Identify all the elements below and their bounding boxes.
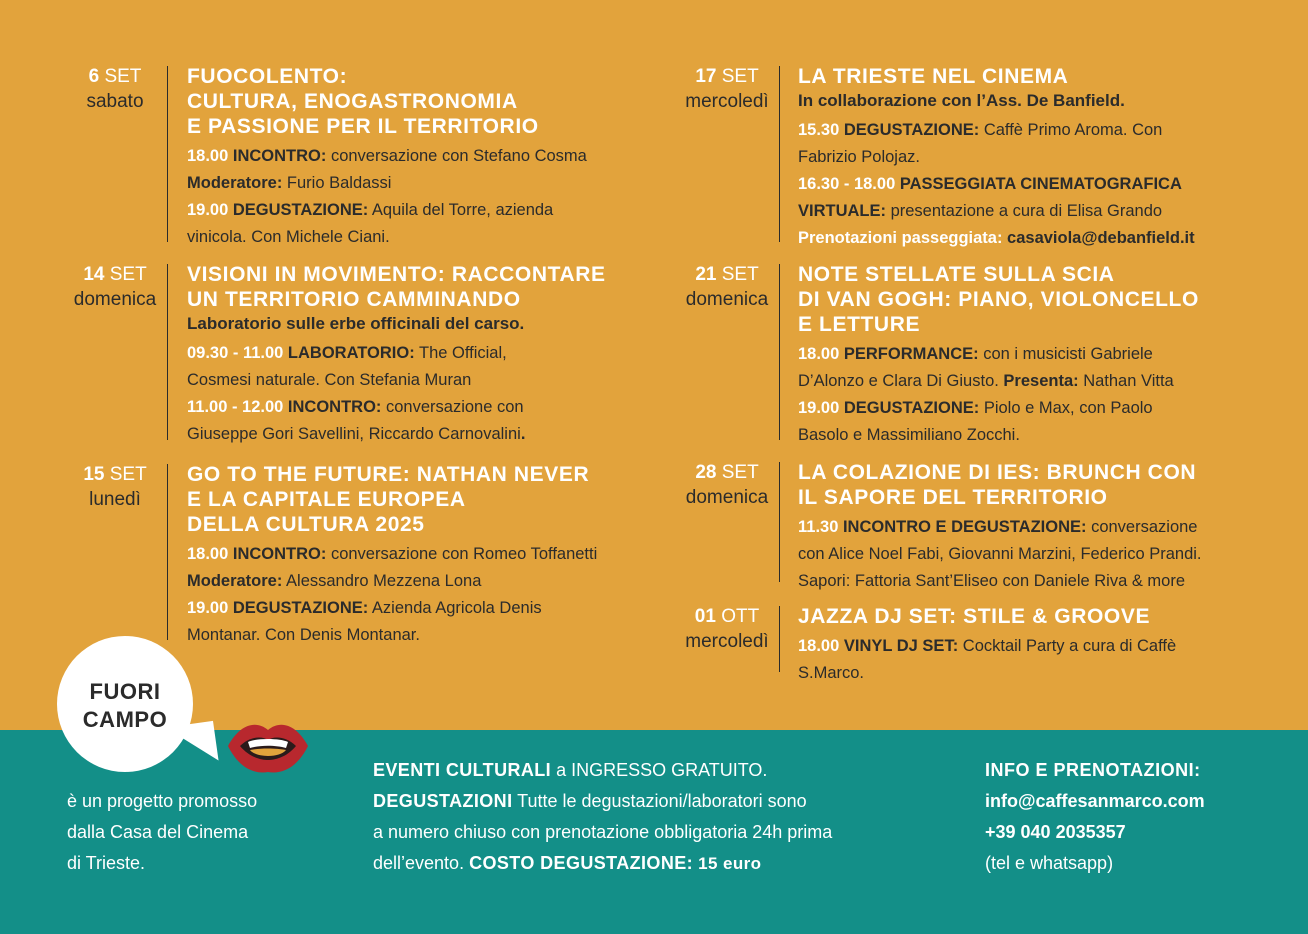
tastings-label: DEGUSTAZIONI (373, 791, 513, 811)
promo-line: è un progetto promosso (67, 791, 258, 811)
event-text: Fabrizio Polojaz. (798, 148, 920, 166)
event-label: INCONTRO: (287, 398, 382, 416)
event-info-line (187, 367, 657, 394)
date-weekday: lunedì (89, 489, 141, 510)
event-info-line (187, 622, 657, 649)
events-label: EVENTI CULTURALI (373, 760, 552, 780)
event-date (60, 262, 170, 312)
date-weekday: domenica (73, 289, 157, 310)
date-weekday: mercoledì (685, 631, 769, 652)
event-text: Montanar. Con Denis Montanar. (187, 626, 420, 644)
event-time: 18.00 (798, 637, 844, 655)
event-title-line: LA TRIESTE NEL CINEMA (798, 65, 1069, 88)
event-title-line: FUOCOLENTO: (187, 65, 348, 88)
event-date (672, 460, 782, 510)
event-text: S.Marco. (798, 664, 865, 682)
promo-text (67, 786, 257, 879)
date-divider (779, 66, 780, 242)
event-info-line (187, 224, 657, 251)
event-title-line: UN TERRITORIO CAMMINANDO (187, 288, 521, 311)
event-details (187, 262, 657, 448)
event-label: Moderatore: (187, 174, 283, 192)
event-text: presentazione a cura di Elisa Grando (886, 202, 1163, 220)
event-title-line: E LA CAPITALE EUROPEA (187, 488, 466, 511)
date-divider (167, 464, 168, 640)
event-label: VIRTUALE: (798, 202, 886, 220)
promo-line: di Trieste. (67, 853, 146, 873)
event-info-line (187, 421, 657, 448)
event-title-line: JAZZA DJ SET: STILE & GROOVE (798, 605, 1151, 628)
event-title-line: E PASSIONE PER IL TERRITORIO (187, 115, 539, 138)
event-time: 19.00 (798, 399, 844, 417)
event-date (672, 64, 782, 114)
event-details (798, 604, 1263, 687)
event-info-line (187, 568, 657, 595)
event-time: 18.00 (187, 147, 233, 165)
event-info-line (798, 171, 1263, 198)
contact-heading: INFO E PRENOTAZIONI: (985, 760, 1201, 780)
event-title-line: DELLA CULTURA 2025 (187, 513, 425, 536)
date-weekday: domenica (685, 487, 769, 508)
event-text: con Alice Noel Fabi, Giovanni Marzini, Federico Prandi. (798, 545, 1202, 563)
event-text: conversazione con Romeo Toffanetti (326, 545, 598, 563)
event-text: The Official, (414, 344, 507, 362)
event-label: Presenta: (1003, 372, 1079, 390)
event-info-line (798, 117, 1263, 144)
event-info-line (798, 225, 1263, 252)
event-label: VINYL DJ SET: (843, 637, 959, 655)
event-label: DEGUSTAZIONE: (843, 399, 980, 417)
tastings-text: Tutte le degustazioni/laboratori sono (512, 791, 807, 811)
event-text: Nathan Vitta (1078, 372, 1174, 390)
event-time: 09.30 - 11.00 (187, 344, 288, 362)
event-text: D’Alonzo e Clara Di Giusto. (798, 372, 1004, 390)
event-info-line (798, 368, 1263, 395)
event-info-line (187, 340, 657, 367)
event-label: DEGUSTAZIONE: (843, 121, 980, 139)
event-text: conversazione con (381, 398, 524, 416)
event-text: Alessandro Mezzena Lona (282, 572, 482, 590)
cost-label: COSTO DEGUSTAZIONE: (469, 853, 694, 873)
event-details (798, 262, 1263, 449)
event-info-line (187, 394, 657, 421)
event-text: Furio Baldassi (282, 174, 392, 192)
contact-note: (tel e whatsapp) (985, 853, 1114, 873)
date-month: OTT (721, 606, 760, 627)
event-time: 19.00 (187, 599, 233, 617)
event-time: 18.00 (798, 345, 844, 363)
date-divider (779, 462, 780, 582)
event-label: INCONTRO: (232, 147, 327, 165)
event-info-line (798, 341, 1263, 368)
event-time: Prenotazioni passeggiata: (798, 229, 1008, 247)
event-text: conversazione con Stefano Cosma (326, 147, 587, 165)
event-time: 11.00 - 12.00 (187, 398, 288, 416)
date-month: SET (721, 66, 759, 87)
lips-icon (226, 718, 310, 774)
event-title-line: E LETTURE (798, 313, 921, 336)
event-text: Basolo e Massimiliano Zocchi. (798, 426, 1020, 444)
event-text: Aquila del Torre, azienda (368, 201, 554, 219)
event-text: vinicola. Con Michele Ciani. (187, 228, 390, 246)
event-info-line (187, 197, 657, 224)
event-label: PERFORMANCE: (843, 345, 979, 363)
date-day: 28 (695, 462, 717, 483)
event-time: 15.30 (798, 121, 844, 139)
event-text: Piolo e Max, con Paolo (979, 399, 1153, 417)
event-info-line (798, 633, 1263, 660)
tickets-info (373, 755, 832, 879)
event-time: 18.00 (187, 545, 233, 563)
tastings-text-3: dell’evento. (373, 853, 470, 873)
event-text: Cocktail Party a cura di Caffè (958, 637, 1177, 655)
date-weekday: mercoledì (685, 91, 769, 112)
cost-value: 15 euro (693, 854, 762, 873)
event-date (60, 462, 170, 512)
event-time: 16.30 - 18.00 (798, 175, 900, 193)
event-title-line: GO TO THE FUTURE: NATHAN NEVER (187, 463, 590, 486)
date-day: 17 (695, 66, 717, 87)
event-info-line (798, 198, 1263, 225)
event-text: Cosmesi naturale. Con Stefania Muran (187, 371, 472, 389)
events-text: a INGRESSO GRATUITO. (551, 760, 768, 780)
event-title-line: IL SAPORE DEL TERRITORIO (798, 486, 1108, 509)
event-title-line: VISIONI IN MOVIMENTO: RACCONTARE (187, 263, 606, 286)
event-text: Azienda Agricola Denis (368, 599, 542, 617)
event-info-line (187, 595, 657, 622)
logo-line1: FUORI (89, 679, 161, 704)
contact-email[interactable]: info@caffesanmarco.com (985, 791, 1205, 811)
date-day: 21 (695, 264, 717, 285)
date-month: SET (721, 462, 759, 483)
event-label: casaviola@debanfield.it (1007, 229, 1195, 247)
event-info-line (798, 395, 1263, 422)
event-text: con i musicisti Gabriele (978, 345, 1153, 363)
date-month: SET (109, 464, 147, 485)
event-info-line (798, 660, 1263, 687)
date-day: 14 (83, 264, 105, 285)
event-title-line: CULTURA, ENOGASTRONOMIA (187, 90, 518, 113)
event-label: DEGUSTAZIONE: (232, 201, 369, 219)
promo-line: dalla Casa del Cinema (67, 822, 249, 842)
event-label: INCONTRO: (232, 545, 327, 563)
event-time: 19.00 (187, 201, 233, 219)
event-title-line: NOTE STELLATE SULLA SCIA (798, 263, 1115, 286)
event-date (672, 262, 782, 312)
date-weekday: sabato (86, 91, 144, 112)
date-day: 15 (83, 464, 105, 485)
contact-info (985, 755, 1205, 879)
event-details (187, 64, 657, 251)
fuori-campo-logo (57, 678, 193, 734)
event-text: Caffè Primo Aroma. Con (979, 121, 1163, 139)
event-text: Sapori: Fattoria Sant’Eliseo con Daniele Riva & more (798, 572, 1186, 590)
event-label: Moderatore: (187, 572, 283, 590)
date-divider (779, 606, 780, 672)
date-month: SET (104, 66, 142, 87)
event-info-line (187, 143, 657, 170)
event-label: LABORATORIO: (287, 344, 415, 362)
event-info-line (798, 514, 1263, 541)
date-day: 6 (88, 66, 100, 87)
event-label: INCONTRO E DEGUSTAZIONE: (842, 518, 1087, 536)
event-label: . (520, 425, 526, 443)
event-details (187, 462, 657, 649)
event-subtitle: In collaborazione con l’Ass. De Banfield. (798, 91, 1125, 110)
date-divider (779, 264, 780, 440)
date-month: SET (109, 264, 147, 285)
date-divider (167, 66, 168, 242)
logo-line2: CAMPO (82, 707, 168, 732)
event-info-line (798, 541, 1263, 568)
tastings-text-2: a numero chiuso con prenotazione obbligatoria 24h prima (373, 822, 833, 842)
event-info-line (798, 144, 1263, 171)
event-title-line: DI VAN GOGH: PIANO, VIOLONCELLO (798, 288, 1199, 311)
date-month: SET (721, 264, 759, 285)
date-weekday: domenica (685, 289, 769, 310)
event-text: Giuseppe Gori Savellini, Riccardo Carnovalini (187, 425, 521, 443)
event-text: conversazione (1086, 518, 1198, 536)
event-info-line (798, 568, 1263, 595)
date-divider (167, 264, 168, 440)
event-label: PASSEGGIATA CINEMATOGRAFICA (899, 175, 1182, 193)
contact-phone[interactable]: +39 040 2035357 (985, 822, 1126, 842)
event-subtitle: Laboratorio sulle erbe officinali del carso. (187, 314, 525, 333)
event-date (672, 604, 782, 654)
event-info-line (187, 170, 657, 197)
event-info-line (187, 541, 657, 568)
event-title-line: LA COLAZIONE DI IES: BRUNCH CON (798, 461, 1197, 484)
event-info-line (798, 422, 1263, 449)
event-details (798, 460, 1263, 595)
date-day: 01 (694, 606, 716, 627)
event-label: DEGUSTAZIONE: (232, 599, 369, 617)
event-details (798, 64, 1263, 252)
event-date (60, 64, 170, 114)
event-time: 11.30 (798, 518, 843, 536)
